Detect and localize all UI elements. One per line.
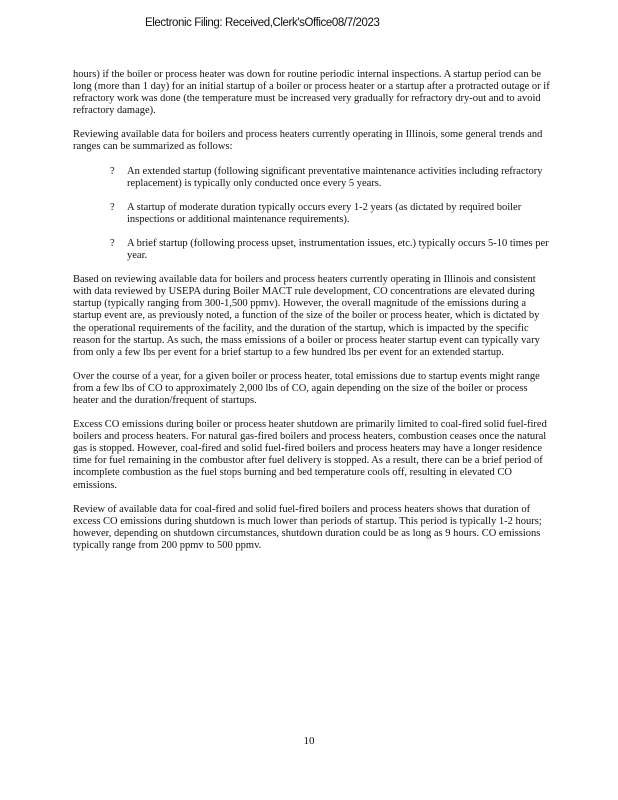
paragraph-shutdown-duration: Review of available data for coal-fired and solid fuel-fired boilers and process heaters shows that duration of excess CO emissions during shutdown is much lower than periods of startup. This period is typically 1-2 hours; however, depending on shutdown circumstances, shutdown duration could be as long as 9 hours. CO emissions typically range from 200 ppmv to 500 ppmv. <box>73 503 542 551</box>
list-item <box>73 202 553 226</box>
bullet-text: A brief startup (following process upset, instrumentation issues, etc.) typically occurs 5-10 times per year. <box>127 237 549 262</box>
bullet-text: A startup of moderate duration typically occurs every 1-2 years (as dictated by required boiler inspections or additional maintenance requirements). <box>127 201 522 225</box>
list-item <box>73 238 553 262</box>
page-number: 10 <box>303 735 315 747</box>
paragraph-startup-duration: hours) if the boiler or process heater was down for routine periodic internal inspections. A startup period can be long (more than 1 day) for an initial startup of a boiler or process heater or a startup after a protracted outage or if refractory work was done (the temperature must be increased very gradually for refractory dry-out and to avoid refractory damage). <box>73 69 550 117</box>
paragraph-co-concentrations: Based on reviewing available data for boilers and process heaters currently operating in Illinois and consistent with data reviewed by USEPA during Boiler MACT rule development, CO concentrations are elevated during startup (typically ranging from 300-1,500 ppmv). However, the overall magnitude of the emissions during a startup event are, as previously noted, a function of the size of the boiler or process heater, which is dictated by the operational requirements of the facility, and the duration of the startup, which is impacted by the specific reason for the startup. As such, the mass emissions of a boiler or process heater startup event can typically vary from only a few lbs per event for a brief startup to a few hundred lbs per event for an extended startup. <box>73 274 540 358</box>
paragraph-trends-intro: Reviewing available data for boilers and process heaters currently operating in Illinois, some general trends and ranges can be summarized as follows: <box>73 129 543 153</box>
bullet-marker: ? <box>110 165 115 177</box>
filing-stamp: Electronic Filing: Received,Clerk'sOffice08/7/2023 <box>145 17 380 29</box>
document-body <box>73 69 553 564</box>
list-item <box>73 166 553 190</box>
paragraph-annual-emissions: Over the course of a year, for a given boiler or process heater, total emissions due to startup events might range from a few lbs of CO to approximately 2,000 lbs of CO, again depending on the size of the boiler or process heater and the duration/frequent of startups. <box>73 370 540 406</box>
paragraph-shutdown-emissions: Excess CO emissions during boiler or process heater shutdown are primarily limited to coal-fired solid fuel-fired boilers and process heaters. For natural gas-fired boilers and process heaters, combustion ceases once the natural gas is stopped. However, coal-fired and solid fuel-fired boilers and process heaters may have a longer residence time for fuel remaining in the combustor after fuel delivery is stopped. As a result, there can be a brief period of incomplete combustion as the fuel stops burning and bed temperature cools off, resulting in elevated CO emissions. <box>73 419 547 491</box>
bullet-marker: ? <box>110 237 115 249</box>
bullet-marker: ? <box>110 201 115 213</box>
bullet-text: An extended startup (following significant preventative maintenance activities including refractory replacement) is typically only conducted once every 5 years. <box>127 165 543 189</box>
startup-bullet-list <box>73 166 553 263</box>
